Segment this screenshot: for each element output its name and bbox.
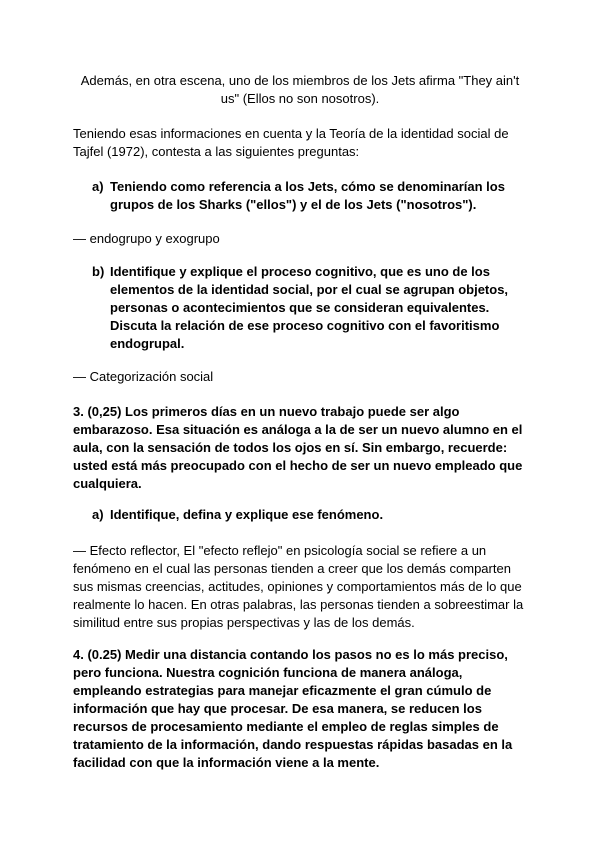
question-b-label: b) xyxy=(92,264,105,279)
answer-3a: — Efecto reflector, El "efecto reflejo" en psicología social se refiere a un fenómeno en el cual las personas tienden a creer que los demás comparten sus mismas creencias, actitudes, opiniones y comportamientos más de lo que realmente lo hacen. En otras palabras, las personas tienden a sobreestimar la similitud entre sus propias perspectivas y las de los demás. xyxy=(73,543,524,630)
question-b-text: Identifique y explique el proceso cognitivo, que es uno de los elementos de la identidad social, por el cual se agrupan objetos, personas o acontecimientos que se consideran equivalentes. Discuta la relación de ese proceso cognitivo con el favoritismo endogrupal. xyxy=(110,264,509,351)
question-a-text: Teniendo como referencia a los Jets, cómo se denominarían los grupos de los Sharks ("ellos") y el de los Jets ("nosotros"). xyxy=(110,179,505,212)
question-4-text: 4. (0.25) Medir una distancia contando los pasos no es lo más preciso, pero funciona. Nuestra cognición funciona de manera análoga, empleando estrategias para manejar eficazmente el gran cúmulo de información que hay que procesar. De esa manera, se reducen los recursos de procesamiento mediante el empleo de reglas simples de tratamiento de la información, dando respuestas rápidas basadas en la facilidad con que la información viene a la mente. xyxy=(73,647,513,770)
intro-quote-line1: Además, en otra escena, uno de los miembros de los Jets afirma "They ain't xyxy=(80,73,520,88)
intro-quote-line2: us" (Ellos no son nosotros). xyxy=(220,91,380,106)
question-a-label: a) xyxy=(92,179,104,194)
answer-b: — Categorización social xyxy=(73,369,214,384)
intro-context: Teniendo esas informaciones en cuenta y la Teoría de la identidad social de Tajfel (1972), contesta a las siguientes preguntas: xyxy=(73,126,509,159)
question-3-text: 3. (0,25) Los primeros días en un nuevo trabajo puede ser algo embarazoso. Esa situación es análoga a la de ser un nuevo alumno en el aula, con la sensación de todos los ojos en sí. Sin embargo, recuerde: usted está más preocupado con el hecho de ser un nuevo empleado que cualquiera. xyxy=(73,404,523,491)
question-3a-text: Identifique, defina y explique ese fenómeno. xyxy=(110,507,384,522)
answer-a: — endogrupo y exogrupo xyxy=(73,231,220,246)
question-3a-label: a) xyxy=(92,507,104,522)
